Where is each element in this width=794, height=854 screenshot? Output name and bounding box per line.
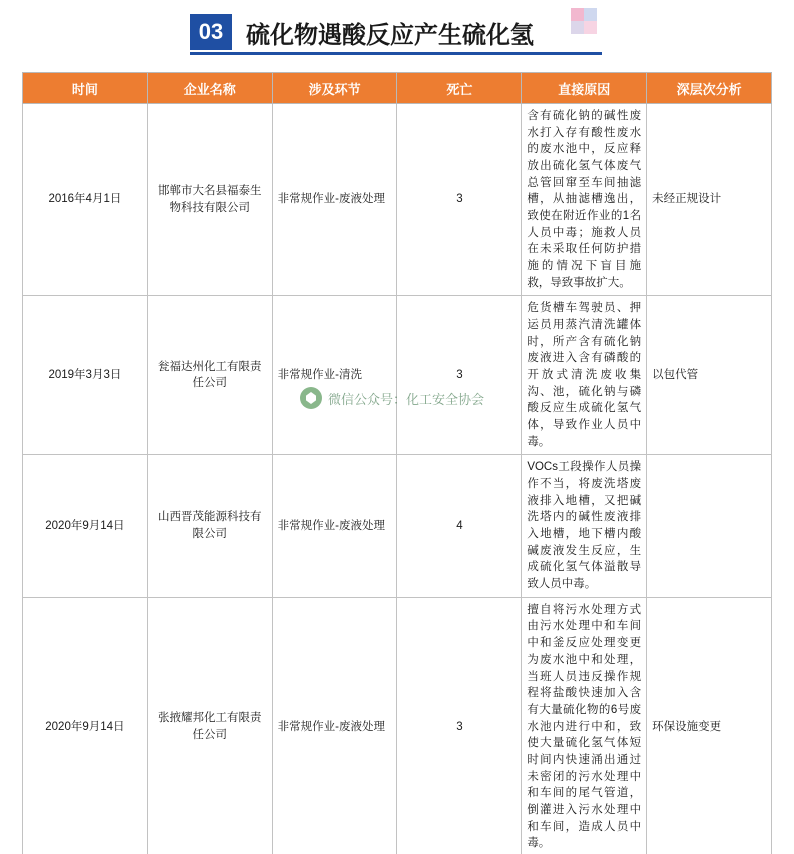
cell-time: 2020年9月14日 [23, 455, 148, 597]
table-header-row [23, 73, 772, 104]
slide-number-badge: 03 [190, 14, 232, 50]
page-title: 硫化物遇酸反应产生硫化氢 [246, 15, 534, 50]
cell-cause [522, 597, 647, 854]
accident-table-container [22, 72, 772, 854]
column-header-cause: 直接原因 [522, 73, 647, 104]
table-row [23, 104, 772, 296]
watermark [300, 385, 530, 411]
cell-time: 2020年9月14日 [23, 597, 148, 854]
cell-cause [522, 296, 647, 455]
decorative-square-rose [584, 21, 597, 34]
cause-text: 擅自将污水处理方式由污水处理中和车间中和釜反应处理变更为废水池中和处理，当班人员违反操作规程将盐酸快速加入含有大量硫化物的6号废水池内进行中和，致使大量硫化氢气体短时间内快速涌出通过未密闭的污水处理中和车间的尾气管道，倒灌进入污水处理中和车间，造成人员中毒。 [527, 602, 641, 852]
table-body [23, 104, 772, 854]
table-row [23, 455, 772, 597]
cell-death: 4 [397, 455, 522, 597]
cause-text: 含有硫化钠的碱性废水打入存有酸性废水的废水池中，反应释放出硫化氢气体废气总管回窜至车间抽滤槽，从抽滤槽逸出，致使在附近作业的1名人员中毒；施救人员在未采取任何防护措施的情况下盲目施救，导致事故扩大。 [527, 108, 641, 291]
decorative-square-blue [584, 8, 597, 21]
cell-death: 3 [397, 597, 522, 854]
shield-icon [300, 387, 322, 409]
cell-deep: 以包代管 [647, 296, 772, 455]
cell-link: 非常规作业-清洗 [272, 296, 397, 455]
cell-deep [647, 455, 772, 597]
column-header-link: 涉及环节 [272, 73, 397, 104]
cell-company: 山西晋茂能源科技有限公司 [147, 455, 272, 597]
cell-company: 邯郸市大名县福泰生物科技有限公司 [147, 104, 272, 296]
table-row [23, 296, 772, 455]
cell-time: 2019年3月3日 [23, 296, 148, 455]
column-header-time: 时间 [23, 73, 148, 104]
cell-time: 2016年4月1日 [23, 104, 148, 296]
cause-text: VOCs工段操作人员操作不当，将废洗塔废液排入地槽，又把碱洗塔内的碱性废液排入地槽，地下槽内酸碱废液发生反应，生成硫化氢气体溢散导致人员中毒。 [527, 459, 641, 592]
cell-cause [522, 455, 647, 597]
cell-link: 非常规作业-废液处理 [272, 597, 397, 854]
table-header [23, 73, 772, 104]
cell-deep: 未经正规设计 [647, 104, 772, 296]
slide-title-row [190, 12, 534, 52]
title-underline [190, 52, 602, 55]
column-header-deep: 深层次分析 [647, 73, 772, 104]
cell-company: 张掖耀邦化工有限责任公司 [147, 597, 272, 854]
column-header-company: 企业名称 [147, 73, 272, 104]
decorative-square-lavender [571, 21, 584, 34]
cell-death: 3 [397, 104, 522, 296]
watermark-text: 微信公众号：化工安全协会 [328, 389, 484, 408]
column-header-death: 死亡 [397, 73, 522, 104]
cell-link: 非常规作业-废液处理 [272, 455, 397, 597]
table-row [23, 597, 772, 854]
cell-deep: 环保设施变更 [647, 597, 772, 854]
accident-table [22, 72, 772, 854]
cause-text: 危货槽车驾驶员、押运员用蒸汽清洗罐体时，所产含有硫化钠废液进入含有磷酸的开放式清洗废收集沟、池，硫化钠与磷酸反应生成硫化氢气体，导致作业人员中毒。 [527, 300, 641, 450]
cell-cause [522, 104, 647, 296]
cell-company: 瓮福达州化工有限责任公司 [147, 296, 272, 455]
cell-link: 非常规作业-废液处理 [272, 104, 397, 296]
cell-death: 3 [397, 296, 522, 455]
decorative-square-pink [571, 8, 584, 21]
